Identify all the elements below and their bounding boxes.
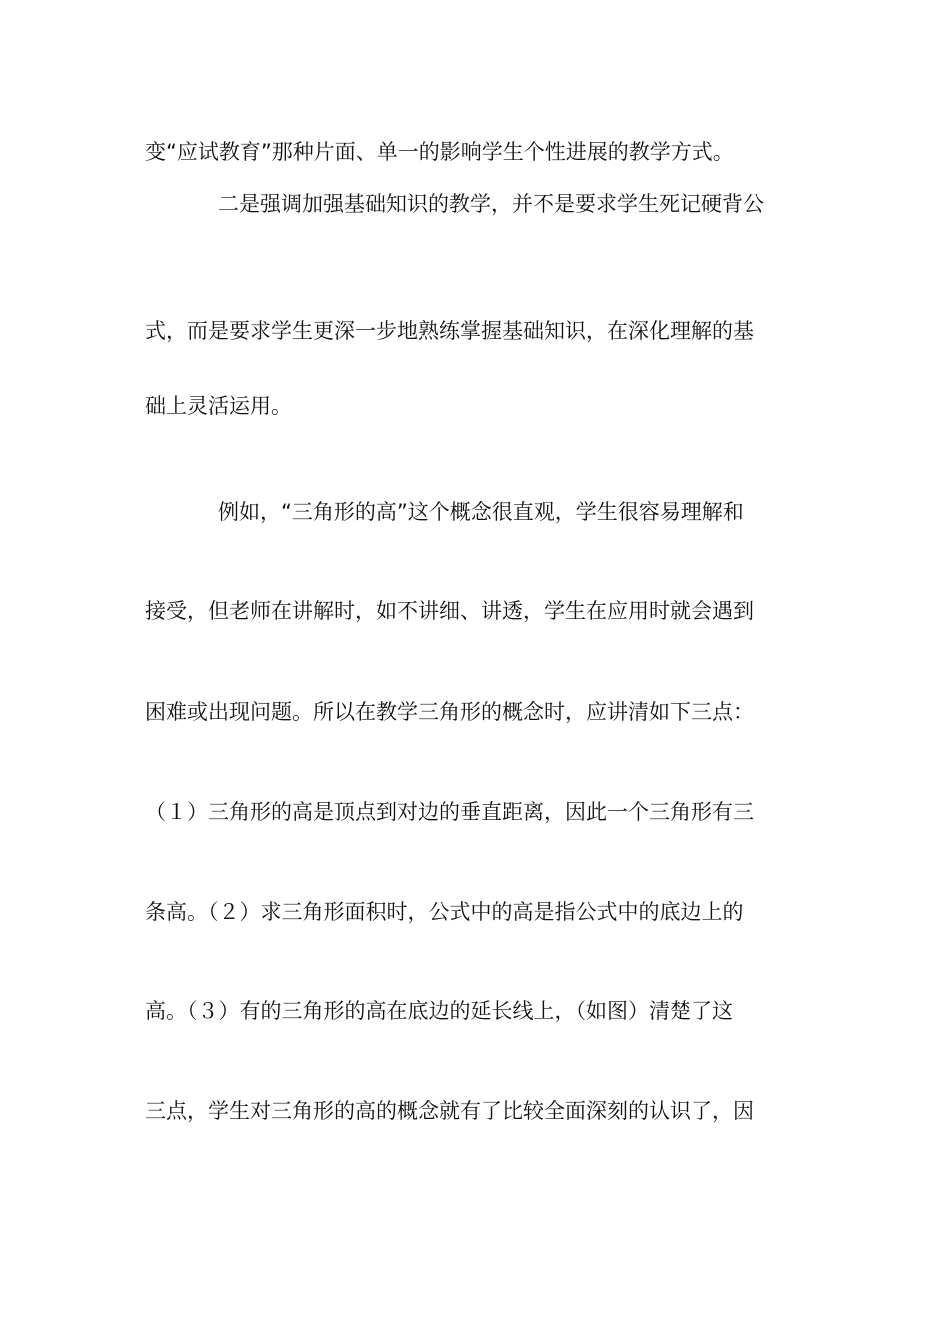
text-line-3: 式，而是要求学生更深一步地熟练掌握基础知识，在深化理解的基 xyxy=(145,319,754,343)
text-line-6: 接受，但老师在讲解时，如不讲细、讲透，学生在应用时就会遇到 xyxy=(145,599,754,623)
text-line-9: 条高。（２）求三角形面积时，公式中的高是指公式中的底边上的 xyxy=(145,900,744,924)
text-line-8: （１）三角形的高是顶点到对边的垂直距离，因此一个三角形有三 xyxy=(145,800,754,824)
text-line-7: 困难或出现问题。所以在教学三角形的概念时，应讲清如下三点： xyxy=(145,700,754,724)
text-line-4: 础上灵活运用。 xyxy=(145,394,292,418)
text-line-11: 三点，学生对三角形的高的概念就有了比较全面深刻的认识了，因 xyxy=(145,1099,754,1123)
text-line-1: 变“应试教育”那种片面、单一的影响学生个性进展的教学方式。 xyxy=(145,140,734,164)
text-line-10: 高。（３）有的三角形的高在底边的延长线上，（如图）清楚了这 xyxy=(145,999,733,1023)
text-line-5: 例如，“三角形的高”这个概念很直观，学生很容易理解和 xyxy=(218,500,744,524)
text-line-2: 二是强调加强基础知识的教学，并不是要求学生死记硬背公 xyxy=(218,192,764,216)
